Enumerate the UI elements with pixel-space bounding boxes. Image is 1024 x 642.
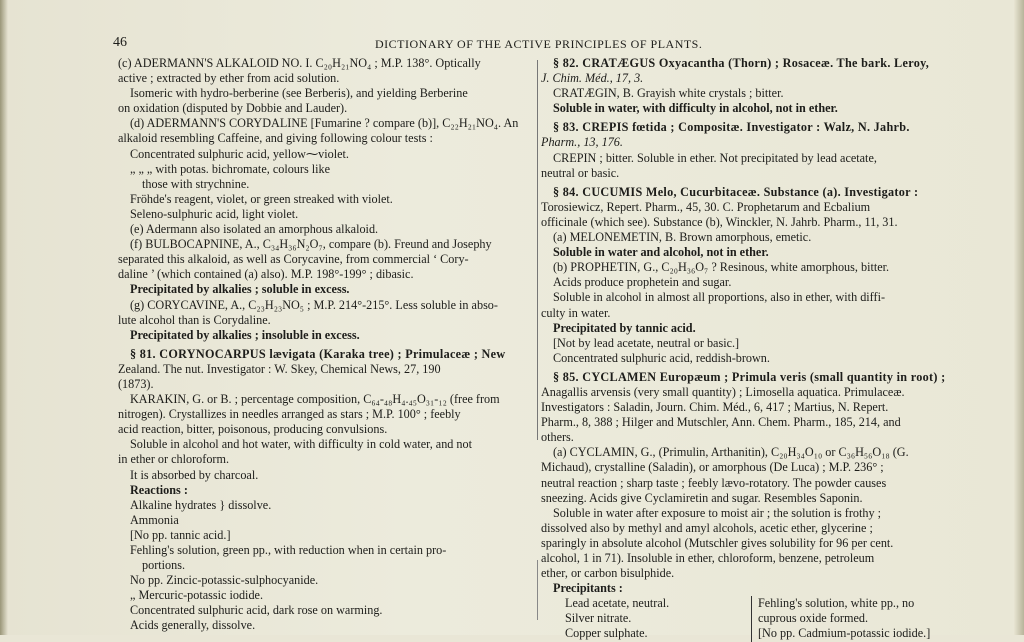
text-line: Soluble in alcohol in almost all proportions, also in ether, with diffi-	[553, 290, 886, 305]
text-line: those with strychnine.	[142, 176, 250, 191]
text-line: Precipitated by tannic acid.	[553, 320, 696, 335]
text-line: ether, or carbon bisulphide.	[541, 566, 675, 581]
text-line: Precipitated by alkalies ; insoluble in excess.	[130, 327, 360, 342]
text-line: CREPIN ; bitter. Soluble in ether. Not precipitated by lead acetate,	[553, 150, 877, 165]
column-divider-lower	[537, 560, 538, 620]
running-header	[113, 35, 1013, 53]
text-line: on oxidation (disputed by Dobbie and Lauder).	[118, 101, 348, 116]
section-heading: § 83. CREPIS fœtida ; Compositæ. Investigator : Walz, N. Jahrb.	[553, 120, 910, 135]
text-line: Michaud), crystalline (Saladin), or amorphous (De Luca) ; M.P. 236° ;	[541, 460, 884, 475]
text-line: (1873).	[118, 376, 154, 391]
text-line: (b) PROPHETIN, G., C₂₀H₃₆O₇ ? Resinous, white amorphous, bitter.	[553, 260, 890, 275]
table-cell: Silver nitrate.	[565, 611, 632, 626]
section-heading: § 85. CYCLAMEN Europæum ; Primula veris (small quantity in root) ;	[553, 369, 946, 384]
text-line: Torosiewicz, Repert. Pharm., 45, 30. C. Prophetarum and Ecbalium	[541, 199, 871, 214]
text-line: (g) CORYCAVINE, A., C₂₃H₂₃NO₅ ; M.P. 214°-215°. Less soluble in abso-	[130, 297, 498, 312]
text-line: (c) ADERMANN'S ALKALOID NO. I. C₂₀H₂₁NO₄ ; M.P. 138°. Optically	[118, 56, 481, 70]
text-line: Precipitated by alkalies ; soluble in excess.	[130, 282, 350, 297]
text-line: active ; extracted by ether from acid solution.	[118, 71, 340, 86]
text-line: (a) MELONEMETIN, B. Brown amorphous, emetic.	[553, 230, 812, 245]
table-cell: Lead acetate, neutral.	[565, 596, 670, 611]
text-line: CRATÆGIN, B. Grayish white crystals ; bitter.	[553, 86, 784, 101]
column-divider	[537, 60, 538, 440]
text-line: Concentrated sulphuric acid, dark rose on warming.	[130, 603, 383, 618]
text-line: Acids generally, dissolve.	[130, 618, 256, 633]
text-line: alkaloid resembling Caffeine, and giving following colour tests :	[118, 131, 433, 146]
text-line: dissolved also by methyl and amyl alcohols, acetic ether, glycerine ;	[541, 520, 873, 535]
text-line: Fehling's solution, green pp., with reduction when in certain pro-	[130, 543, 447, 557]
text-line: neutral reaction ; sharp taste ; feebly lævo-rotatory. The powder causes	[541, 475, 887, 490]
text-line: Concentrated sulphuric acid, yellow⁓violet.	[130, 146, 349, 161]
text-line: nitrogen). Crystallizes in needles arranged as stars ; M.P. 100° ; feebly	[118, 407, 461, 422]
text-line: Reactions :	[130, 482, 188, 497]
page-left-edge	[0, 0, 8, 635]
page-right-edge	[1014, 0, 1024, 635]
text-line: alcohol, 1 in 71). Insoluble in ether, chloroform, benzene, petroleum	[541, 551, 875, 565]
section-heading: § 81. CORYNOCARPUS lævigata (Karaka tree) ; Primulaceæ ; New	[130, 346, 506, 361]
text-line: (d) ADERMANN'S CORYDALINE [Fumarine ? compare (b)], C₂₂H₂₁NO₄. An	[130, 116, 519, 131]
text-line: Pharm., 8, 388 ; Hilger and Mutschler, Ann. Chem. Pharm., 185, 214, and	[541, 415, 901, 430]
page-number: 46	[113, 35, 127, 50]
table-cell: [No pp. Cadmium-potassic iodide.]	[751, 626, 999, 641]
table-cell: Fehling's solution, white pp., no	[751, 596, 999, 611]
text-line: (e) Adermann also isolated an amorphous alkaloid.	[130, 222, 379, 237]
text-line: (f) BULBOCAPNINE, A., C₃₄H₃₆N₂O₇, compare (b). Freund and Josephy	[130, 237, 492, 252]
text-line: Concentrated sulphuric acid, reddish-brown.	[553, 350, 770, 365]
text-line: portions.	[142, 558, 185, 573]
running-title: DICTIONARY OF THE ACTIVE PRINCIPLES OF PLANTS.	[375, 37, 703, 51]
text-line: lute alcohol than is Corydaline.	[118, 312, 271, 327]
text-line: KARAKIN, G. or B. ; percentage composition, C₆₄-₄₈H₄.₄₅O₃₁-₁₂ (free from	[130, 392, 500, 407]
text-line: Alkaline hydrates } dissolve.	[130, 497, 272, 512]
text-line: in ether or chloroform.	[118, 452, 230, 467]
text-line: Soluble in alcohol and hot water, with difficulty in cold water, and not	[130, 437, 473, 452]
text-line: (a) CYCLAMIN, G., (Primulin, Arthanitin), C₂₀H₃₄O₁₀ or C₃₆H₅₆O₁₈ (G.	[553, 445, 909, 460]
text-line: sparingly in absolute alcohol (Mutschler gives solubility for 96 per cent.	[541, 535, 894, 550]
right-column	[541, 56, 999, 642]
text-line: [Not by lead acetate, neutral or basic.]	[553, 335, 740, 350]
text-line: officinale (which see). Substance (b), Winckler, N. Jahrb. Pharm., 11, 31.	[541, 214, 898, 229]
text-line: Precipitants :	[553, 581, 623, 596]
text-line: Acids produce prophetein and sugar.	[553, 275, 732, 290]
section-heading: § 84. CUCUMIS Melo, Cucurbitaceæ. Substance (a). Investigator :	[553, 184, 919, 199]
text-line: Seleno-sulphuric acid, light violet.	[130, 206, 299, 221]
text-line: others.	[541, 430, 574, 445]
text-line: Fröhde's reagent, violet, or green streaked with violet.	[130, 191, 393, 206]
table-cell: cuprous oxide formed.	[751, 611, 999, 626]
text-line: No pp. Zincic-potassic-sulphocyanide.	[130, 573, 319, 588]
text-line: sneezing. Acids give Cyclamiretin and sugar. Resembles Saponin.	[541, 490, 863, 505]
text-line: Investigators : Saladin, Journ. Chim. Méd., 6, 417 ; Martius, N. Repert.	[541, 400, 889, 415]
text-line: culty in water.	[541, 305, 611, 320]
text-line: neutral or basic.	[541, 165, 620, 180]
text-line: Isomeric with hydro-berberine (see Berberis), and yielding Berberine	[130, 86, 468, 101]
text-line: [No pp. tannic acid.]	[130, 527, 231, 542]
text-line: Soluble in water and alcohol, not in ether.	[553, 245, 769, 260]
text-line: Anagallis arvensis (very small quantity) ; Limosella aquatica. Primulaceæ.	[541, 384, 905, 399]
text-line: acid reaction, bitter, poisonous, producing convulsions.	[118, 422, 388, 437]
text-line: „ „ „ with potas. bichromate, colours like	[130, 161, 331, 176]
text-line: Soluble in water after exposure to moist air ; the solution is frothy ;	[553, 505, 881, 520]
text-line: daline ’ (which contained (a) also). M.P. 198°-199° ; dibasic.	[118, 267, 414, 282]
left-column	[118, 56, 530, 634]
text-line: Soluble in water, with difficulty in alcohol, not in ether.	[553, 101, 838, 116]
text-line: separated this alkaloid, as well as Corycavine, from commercial ‘ Cory-	[118, 252, 469, 267]
text-line: Zealand. The nut. Investigator : W. Skey, Chemical News, 27, 190	[118, 361, 441, 376]
table-cell: Copper sulphate.	[565, 626, 648, 641]
text-line: J. Chim. Méd., 17, 3.	[541, 71, 644, 86]
section-heading: § 82. CRATÆGUS Oxyacantha (Thorn) ; Rosaceæ. The bark. Leroy,	[553, 56, 930, 70]
text-line: Ammonia	[130, 512, 179, 527]
text-line: „ Mercuric-potassic iodide.	[130, 588, 263, 603]
text-line: It is absorbed by charcoal.	[130, 467, 259, 482]
text-line: Pharm., 13, 176.	[541, 135, 623, 150]
